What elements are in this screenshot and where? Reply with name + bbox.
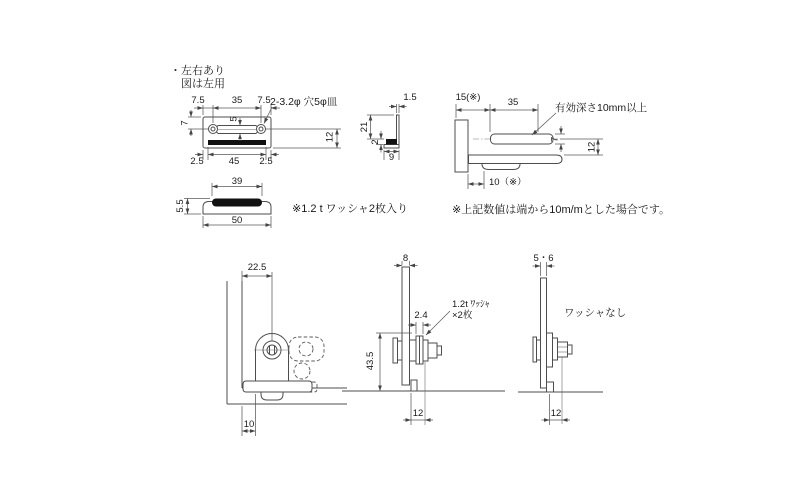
dim-7: 7 bbox=[179, 120, 191, 126]
profile-flange bbox=[384, 145, 399, 149]
bottom-arm bbox=[469, 155, 563, 164]
dim-5: 5 bbox=[228, 116, 240, 122]
washer-1 bbox=[416, 336, 420, 364]
top-arm bbox=[491, 134, 554, 144]
washer-2 bbox=[420, 336, 424, 364]
washer-callout-line2: ×2枚 bbox=[452, 310, 473, 321]
dim-21: 21 bbox=[359, 121, 371, 133]
dim-43.5: 43.5 bbox=[365, 351, 377, 371]
hole-callout-label: 2-3.2φ 穴5φ皿 bbox=[270, 96, 338, 108]
bottom-pad bbox=[212, 199, 262, 207]
panel-plate bbox=[402, 267, 410, 385]
dim-50: 50 bbox=[231, 215, 243, 226]
dim-2.5-left: 2.5 bbox=[190, 156, 204, 167]
dim-12-no-washer-view: 12 bbox=[550, 408, 562, 419]
dim-12-install: 12 bbox=[586, 141, 598, 153]
foot bbox=[411, 380, 417, 391]
hole-right bbox=[257, 125, 266, 134]
depth-label: 有効深さ10mm以上 bbox=[555, 102, 648, 114]
dim-10-install: 10（※） bbox=[489, 177, 527, 188]
install-footnote: ※上記数値は端から10m/mとした場合です。 bbox=[452, 204, 670, 216]
dim-1.5: 1.5 bbox=[403, 92, 417, 103]
dim-7-install: 7 bbox=[549, 136, 561, 143]
hole-left bbox=[209, 125, 218, 134]
dim-2.5-right: 2.5 bbox=[259, 156, 273, 167]
dim-12: 12 bbox=[324, 131, 336, 143]
panel-plate-thin bbox=[541, 278, 547, 388]
no-washer-label: ワッシャなし bbox=[564, 307, 627, 319]
dim-10-front: 10 bbox=[243, 419, 255, 430]
dim-45: 45 bbox=[228, 156, 240, 167]
base-plate bbox=[243, 381, 312, 392]
dim-15: 15(※) bbox=[455, 92, 481, 103]
dim-5.5: 5.5 bbox=[175, 199, 187, 213]
washer-callout-line1: 1.2t ﾜｯｼｬ bbox=[452, 299, 490, 310]
base-foot bbox=[261, 392, 283, 400]
dim-9: 9 bbox=[388, 152, 395, 163]
washer-note: ※1.2 t ワッシャ2枚入り bbox=[292, 203, 409, 215]
header-note-line2: 図は左用 bbox=[181, 78, 225, 90]
dim-8: 8 bbox=[402, 253, 409, 264]
dim-35-install: 35 bbox=[507, 97, 519, 108]
foot-2 bbox=[547, 382, 554, 392]
dim-2.4: 2.4 bbox=[414, 310, 428, 321]
dim-7.5-right: 7.5 bbox=[257, 95, 271, 106]
clamp-pad bbox=[482, 164, 520, 170]
plan-pad bbox=[208, 140, 266, 145]
dim-5-6: 5・6 bbox=[533, 253, 554, 264]
dim-7.5-left: 7.5 bbox=[191, 95, 205, 106]
profile-pad bbox=[386, 139, 397, 145]
header-note-line1: ・左右あり bbox=[170, 65, 225, 77]
dim-22.5: 22.5 bbox=[247, 262, 267, 273]
side-panel bbox=[455, 120, 468, 172]
dim-2: 2 bbox=[370, 139, 382, 145]
dim-35: 35 bbox=[231, 95, 243, 106]
dim-39: 39 bbox=[231, 176, 243, 187]
dim-12-washer-view: 12 bbox=[412, 408, 424, 419]
